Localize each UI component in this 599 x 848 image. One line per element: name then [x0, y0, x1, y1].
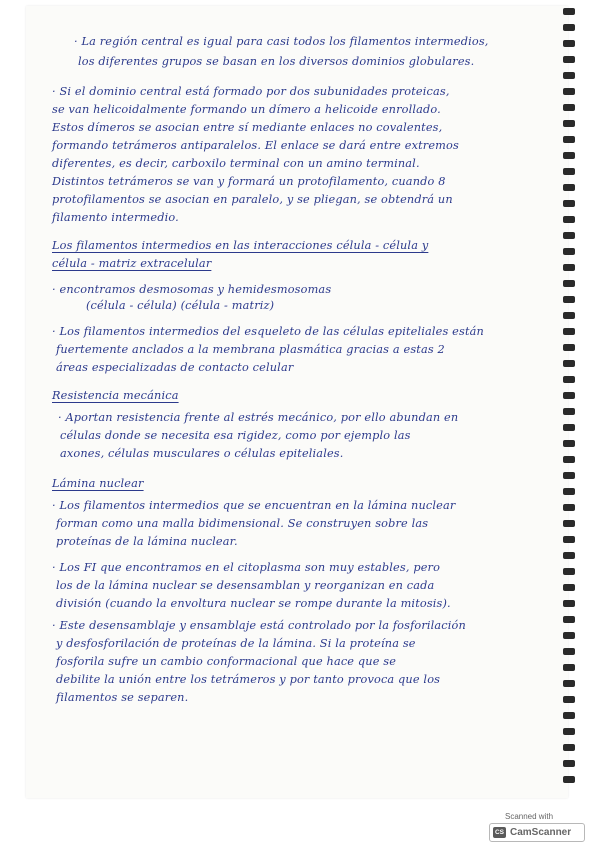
spiral-ring: [563, 600, 575, 607]
note-line: · encontramos desmosomas y hemidesmosomas: [52, 283, 332, 296]
note-line: filamento intermedio.: [52, 211, 179, 224]
spiral-ring: [563, 120, 575, 127]
note-line: los diferentes grupos se basan en los diversos dominios globulares.: [78, 55, 475, 68]
spiral-ring: [563, 8, 575, 15]
spiral-ring: [563, 424, 575, 431]
note-line: · Los FI que encontramos en el citoplasma son muy estables, pero: [52, 561, 441, 574]
note-line: fuertemente anclados a la membrana plasmática gracias a estas 2: [56, 343, 445, 356]
spiral-ring: [563, 232, 575, 239]
spiral-binding: [563, 8, 577, 798]
note-line: áreas especializadas de contacto celular: [56, 361, 294, 374]
note-line: formando tetrámeros antiparalelos. El enlace se dará entre extremos: [52, 139, 459, 152]
spiral-ring: [563, 264, 575, 271]
spiral-ring: [563, 472, 575, 479]
spiral-ring: [563, 200, 575, 207]
spiral-ring: [563, 296, 575, 303]
spiral-ring: [563, 152, 575, 159]
spiral-ring: [563, 312, 575, 319]
spiral-ring: [563, 728, 575, 735]
note-line: · Este desensamblaje y ensamblaje está controlado por la fosforilación: [52, 619, 466, 632]
note-line: axones, células musculares o células epiteliales.: [60, 447, 344, 460]
spiral-ring: [563, 376, 575, 383]
spiral-ring: [563, 488, 575, 495]
note-line: se van helicoidalmente formando un dímero a helicoide enrollado.: [52, 103, 441, 116]
spiral-ring: [563, 584, 575, 591]
spiral-ring: [563, 616, 575, 623]
spiral-ring: [563, 408, 575, 415]
spiral-ring: [563, 360, 575, 367]
note-line: · Los filamentos intermedios del esqueleto de las células epiteliales están: [52, 325, 484, 338]
spiral-ring: [563, 40, 575, 47]
note-line: y desfosforilación de proteínas de la lámina. Si la proteína se: [56, 637, 416, 650]
spiral-ring: [563, 56, 575, 63]
camscanner-watermark: [487, 812, 585, 842]
note-line: fosforila sufre un cambio conformacional que hace que se: [56, 655, 397, 668]
spiral-ring: [563, 248, 575, 255]
spiral-ring: [563, 776, 575, 783]
spiral-ring: [563, 104, 575, 111]
section-heading: Resistencia mecánica: [52, 389, 179, 402]
spiral-ring: [563, 168, 575, 175]
note-line: filamentos se separen.: [56, 691, 189, 704]
section-heading: Lámina nuclear: [52, 477, 144, 490]
section-heading: Los filamentos intermedios en las interacciones célula - célula y: [52, 239, 429, 252]
note-line: Estos dímeros se asocian entre sí mediante enlaces no covalentes,: [52, 121, 443, 134]
spiral-ring: [563, 536, 575, 543]
spiral-ring: [563, 632, 575, 639]
spiral-ring: [563, 648, 575, 655]
scanned-with-label: Scanned with: [505, 812, 554, 821]
spiral-ring: [563, 72, 575, 79]
camscanner-logo-icon: CS: [494, 829, 505, 836]
note-line: división (cuando la envoltura nuclear se rompe durante la mitosis).: [56, 597, 451, 610]
note-line: forman como una malla bidimensional. Se construyen sobre las: [56, 517, 429, 530]
note-line: células donde se necesita esa rigidez, como por ejemplo las: [60, 429, 411, 442]
spiral-ring: [563, 216, 575, 223]
spiral-ring: [563, 680, 575, 687]
spiral-ring: [563, 280, 575, 287]
camscanner-badge: [489, 823, 585, 842]
spiral-ring: [563, 24, 575, 31]
spiral-ring: [563, 744, 575, 751]
spiral-ring: [563, 88, 575, 95]
note-line: · La región central es igual para casi todos los filamentos intermedios,: [74, 35, 489, 48]
spiral-ring: [563, 456, 575, 463]
note-line: protofilamentos se asocian en paralelo, y se pliegan, se obtendrá un: [52, 193, 453, 206]
spiral-ring: [563, 344, 575, 351]
spiral-ring: [563, 568, 575, 575]
spiral-ring: [563, 552, 575, 559]
spiral-ring: [563, 136, 575, 143]
note-line: los de la lámina nuclear se desensamblan y reorganizan en cada: [56, 579, 435, 592]
spiral-ring: [563, 392, 575, 399]
section-heading: célula - matriz extracelular: [52, 257, 212, 270]
spiral-ring: [563, 760, 575, 767]
note-line: · Aportan resistencia frente al estrés mecánico, por ello abundan en: [58, 411, 459, 424]
spiral-ring: [563, 696, 575, 703]
spiral-ring: [563, 328, 575, 335]
spiral-ring: [563, 664, 575, 671]
note-line: proteínas de la lámina nuclear.: [56, 535, 238, 548]
note-line: · Si el dominio central está formado por dos subunidades proteicas,: [52, 85, 450, 98]
spiral-ring: [563, 504, 575, 511]
spiral-ring: [563, 712, 575, 719]
note-line: (célula - célula) (célula - matriz): [86, 299, 275, 312]
note-line: Distintos tetrámeros se van y formará un protofilamento, cuando 8: [52, 175, 446, 188]
spiral-ring: [563, 520, 575, 527]
note-line: diferentes, es decir, carboxilo terminal con un amino terminal.: [52, 157, 420, 170]
note-line: · Los filamentos intermedios que se encuentran en la lámina nuclear: [52, 499, 456, 512]
spiral-ring: [563, 440, 575, 447]
note-line: debilite la unión entre los tetrámeros y por tanto provoca que los: [56, 673, 441, 686]
camscanner-name: CamScanner: [510, 827, 572, 838]
spiral-ring: [563, 184, 575, 191]
